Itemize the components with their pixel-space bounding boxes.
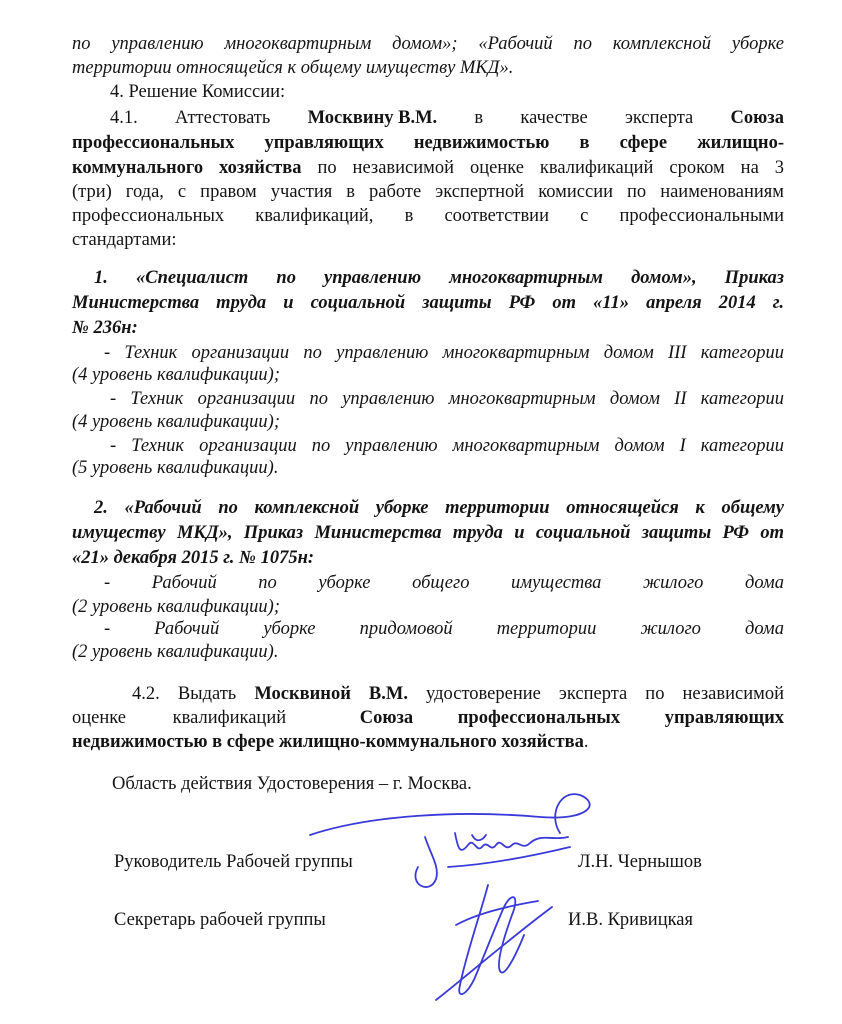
section-4-heading: 4. Решение Комиссии: [110,82,286,102]
certificate-scope: Область действия Удостоверения – г. Москва. [112,774,472,794]
standard-2-title-line-3: «21» декабря 2015 г. № 1075н: [72,548,315,568]
para-4-1-line-1 [110,106,784,130]
attest-word: Аттестовать [175,108,271,128]
intro-line-2: территории относящейся к общему имуществу МКД». [72,58,514,78]
standard-1-title-line-2: Министерства труда и социальной защиты РФ от «11» апреля 2014 г. [72,293,784,313]
para-4-1-line-5: профессиональных квалификаций, в соответствии с профессиональными [72,206,784,226]
qualification-level: (4 уровень квалификации); [72,365,280,385]
signatory-role-2: Секретарь рабочей группы [114,910,326,930]
standard-1-title-line-1: 1. «Специалист по управлению многоквартирным домом», Приказ [94,268,784,288]
qualification-level: (5 уровень квалификации). [72,458,279,478]
word: - [104,619,111,639]
word: придомовой [359,619,453,639]
word: Рабочий [151,573,217,593]
word: жилого [642,573,704,593]
certificate-holder-name: Москвиной В.М. [254,684,408,704]
qualification-level: (2 уровень квалификации); [72,597,280,617]
standard-2-title-line-1: 2. «Рабочий по комплексной уборке территории относящейся к общему [94,498,784,518]
org-name-part: Союза [730,108,784,128]
qualification-level: (4 уровень квалификации); [72,412,280,432]
para-4-2-line-1 [132,682,784,706]
para-4-2-line-2 [72,706,784,730]
para-4-1-line-6: стандартами: [72,230,177,250]
text: 4.2. Выдать [132,684,255,704]
standard-2-title-line-2: имуществу МКД», Приказ Министерства труда и социальной защиты РФ от [72,523,784,543]
intro-line-1: по управлению многоквартирным домом»; «Рабочий по комплексной уборке [72,34,784,54]
word: дома [744,573,784,593]
org-name-part: недвижимостью в сфере жилищно-коммунального хозяйства [72,732,584,752]
qualification-item [104,617,784,641]
para-4-1-line-4: (три) года, с правом участия в работе экспертной комиссии по наименованиям [72,182,784,202]
text: по независимой оценке квалификаций сроком на 3 [301,158,784,178]
word: территории [496,619,597,639]
signatory-role-1: Руководитель Рабочей группы [114,852,353,872]
qualification-item: - Техник организации по управлению многоквартирным домом II категории [110,389,784,409]
word: уборке [263,619,316,639]
qualification-item [104,571,784,595]
expert-name: Москвину В.М. [307,108,438,128]
word: по [258,573,277,593]
text: удостоверение эксперта по независимой [407,684,784,704]
para-4-2-line-3 [72,730,784,754]
para-4-1-number: 4.1. [110,108,138,128]
qualification-item: - Техник организации по управлению многоквартирным домом III категории [104,343,784,363]
word: - [104,573,111,593]
handwritten-signature [290,775,610,1015]
word: общего [412,573,470,593]
qualification-level: (2 уровень квалификации). [72,642,279,662]
text: . [583,732,589,752]
word: жилого [640,619,701,639]
org-name-part: Союза профессиональных управляющих [359,708,784,728]
word: дома [745,619,784,639]
text: оценке квалификаций [72,708,287,728]
word: эксперта [624,108,694,128]
word: уборке [318,573,371,593]
word: имущества [511,573,602,593]
para-4-1-line-3 [72,156,784,180]
standard-1-title-line-3: № 236н: [72,318,138,338]
signatory-name-1: Л.Н. Чернышов [578,852,702,872]
word: в [474,108,484,128]
org-name-part: коммунального хозяйства [72,158,302,178]
signatory-name-2: И.В. Кривицкая [568,910,694,930]
para-4-1-line-2: профессиональных управляющих недвижимостью в сфере жилищно- [72,133,784,153]
qualification-item: - Техник организации по управлению многоквартирным домом I категории [110,436,784,456]
word: качестве [520,108,588,128]
word: Рабочий [154,619,220,639]
